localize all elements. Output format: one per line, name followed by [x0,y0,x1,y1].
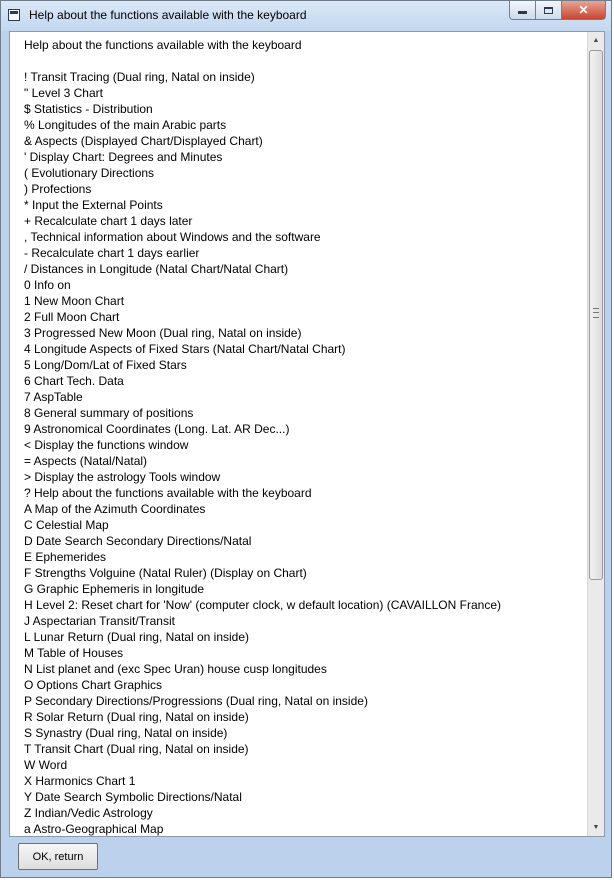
shortcut-line: ! Transit Tracing (Dual ring, Natal on inside) [24,70,255,84]
shortcut-line: $ Statistics - Distribution [24,102,153,116]
shortcut-line: 6 Chart Tech. Data [24,374,124,388]
shortcut-line: % Longitudes of the main Arabic parts [24,118,227,132]
shortcut-line: T Transit Chart (Dual ring, Natal on inside) [24,742,249,756]
shortcut-line: F Strengths Volguine (Natal Ruler) (Display on Chart) [24,566,307,580]
shortcut-line: S Synastry (Dual ring, Natal on inside) [24,726,228,740]
close-button[interactable] [562,1,606,20]
shortcut-line: 7 AspTable [24,390,83,404]
shortcut-line: ' Display Chart: Degrees and Minutes [24,150,223,164]
vertical-scrollbar[interactable] [587,32,604,836]
shortcut-line: 1 New Moon Chart [24,294,125,308]
shortcut-line: + Recalculate chart 1 days later [24,214,193,228]
shortcut-line: L Lunar Return (Dual ring, Natal on inside) [24,630,250,644]
shortcut-line: < Display the functions window [24,438,189,452]
shortcut-line: G Graphic Ephemeris in longitude [24,582,205,596]
shortcut-line: * Input the External Points [24,198,163,212]
shortcut-line: > Display the astrology Tools window [24,470,221,484]
shortcut-line: N List planet and (exc Spec Uran) house cusp longitudes [24,662,327,676]
arrow-down-icon: ▼ [592,824,600,831]
shortcut-line: = Aspects (Natal/Natal) [24,454,148,468]
shortcut-line: , Technical information about Windows and the software [24,230,321,244]
scroll-thumb[interactable] [589,50,603,580]
shortcut-line: / Distances in Longitude (Natal Chart/Natal Chart) [24,262,289,276]
arrow-up-icon: ▲ [592,37,600,44]
shortcut-line: ? Help about the functions available with the keyboard [24,486,312,500]
help-text-area[interactable] [10,32,588,836]
maximize-icon [544,7,553,14]
shortcut-line: P Secondary Directions/Progressions (Dual ring, Natal on inside) [24,694,368,708]
shortcut-line: a Astro-Geographical Map [24,822,164,836]
shortcut-line: " Level 3 Chart [24,86,103,100]
shortcut-line: Y Date Search Symbolic Directions/Natal [24,790,242,804]
shortcut-line: - Recalculate chart 1 days earlier [24,246,200,260]
shortcut-line: Z Indian/Vedic Astrology [24,806,153,820]
help-heading: Help about the functions available with the keyboard [24,38,302,52]
grip-icon [593,308,599,318]
shortcut-line: ( Evolutionary Directions [24,166,155,180]
footer [9,838,605,874]
minimize-button[interactable] [509,1,536,20]
shortcut-line: W Word [24,758,68,772]
shortcut-line: X Harmonics Chart 1 [24,774,136,788]
maximize-button[interactable] [536,1,562,20]
shortcut-line: 8 General summary of positions [24,406,194,420]
shortcut-line: M Table of Houses [24,646,124,660]
shortcut-line: 9 Astronomical Coordinates (Long. Lat. AR Dec...) [24,422,290,436]
window-controls [509,1,606,21]
shortcut-line: & Aspects (Displayed Chart/Displayed Chart) [24,134,263,148]
ok-return-button[interactable]: OK, return [18,843,98,870]
shortcut-line: 4 Longitude Aspects of Fixed Stars (Natal Chart/Natal Chart) [24,342,346,356]
shortcut-line: ) Profections [24,182,92,196]
shortcut-line: A Map of the Azimuth Coordinates [24,502,206,516]
title-bar[interactable] [1,1,611,31]
shortcut-line: 2 Full Moon Chart [24,310,120,324]
scroll-down-button[interactable] [588,819,604,836]
scroll-up-button[interactable] [588,32,604,49]
shortcut-line: R Solar Return (Dual ring, Natal on inside) [24,710,249,724]
shortcut-line: E Ephemerides [24,550,107,564]
shortcut-line: 5 Long/Dom/Lat of Fixed Stars [24,358,187,372]
shortcut-line: D Date Search Secondary Directions/Natal [24,534,252,548]
app-window-icon[interactable] [8,9,20,21]
window-title: Help about the functions available with the keyboard [29,8,307,22]
minimize-icon [518,11,527,14]
shortcut-line: J Aspectarian Transit/Transit [24,614,175,628]
shortcut-line: 3 Progressed New Moon (Dual ring, Natal on inside) [24,326,302,340]
help-text-panel [9,31,605,837]
close-icon: ✕ [578,3,589,17]
shortcut-line: H Level 2: Reset chart for 'Now' (computer clock, w default location) (CAVAILLON France) [24,598,501,612]
shortcut-line: C Celestial Map [24,518,109,532]
blank-line [24,53,588,69]
shortcut-line: 0 Info on [24,278,71,292]
shortcut-line: O Options Chart Graphics [24,678,163,692]
